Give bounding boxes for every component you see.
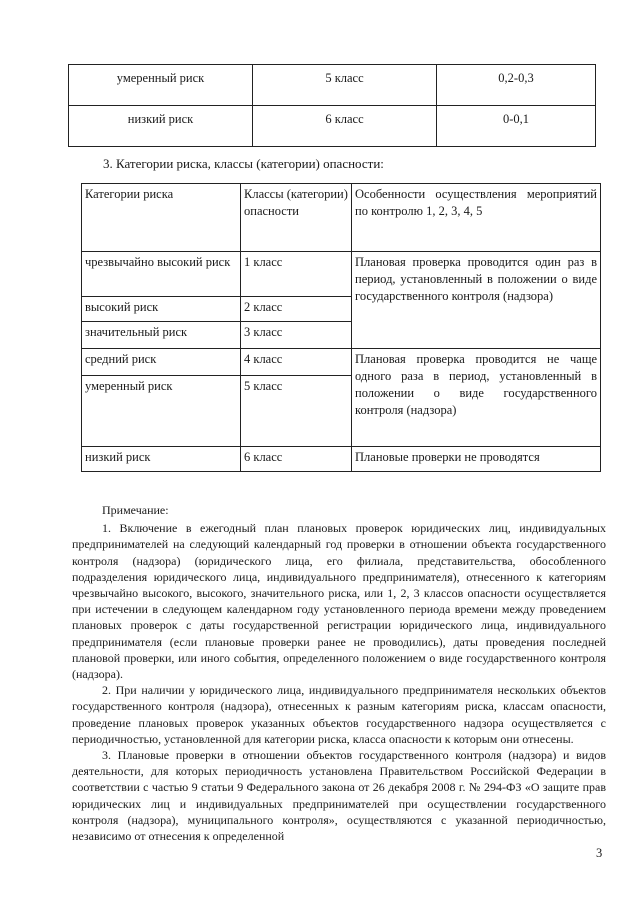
- category-cell: низкий риск: [82, 447, 241, 472]
- class-cell: 2 класс: [241, 297, 352, 322]
- header-features: Особенности осуществления мероприятий по контролю 1, 2, 3, 4, 5: [352, 184, 601, 252]
- section-heading: 3. Категории риска, классы (категории) опасности:: [103, 156, 384, 171]
- table-row: [82, 252, 601, 297]
- risk-categories-table: [81, 183, 601, 472]
- note-paragraph: 1. Включение в ежегодный план плановых проверок юридических лиц, индивидуальных предпринимателей на следующий календарный год проверки в отношении объекта государственного контроля (надзора) (юридического лица, его филиала, представительства, обособленного подразделения юридического лица, индивидуального предпринимателя), отнесенного к категориям чрезвычайно высокого, высокого, значительного риска, или 1, 2, 3 классов опасности осуществляется при истечении в следующем календарном году установленного периода времени между проведением плановых проверок с даты государственной регистрации юридического лица, индивидуального предпринимателя (если плановые проверки ранее не проводились), даты проведения последней плановой проверки, или иного события, определенного положением о виде государственного контроля (надзора).: [72, 521, 606, 682]
- class-cell: 6 класс: [241, 447, 352, 472]
- note-paragraph: 3. Плановые проверки в отношении объектов государственного контроля (надзора) и видов деятельности, для которых периодичность установлена Правительством Российской Федерации в соответствии с частью 9 статьи 9 Федерального закона от 26 декабря 2008 г. № 294-ФЗ «О защите прав юридических лиц и индивидуальных предпринимателей при осуществлении государственного контроля (надзора), муниципального контроля», осуществляются с указанной периодичностью, независимо от отнесения к определенной: [72, 748, 606, 844]
- table-row: [69, 65, 596, 106]
- class-cell: 1 класс: [241, 252, 352, 297]
- category-cell: чрезвычайно высокий риск: [82, 252, 241, 297]
- risk-value-cell: 0,2-0,3: [437, 65, 596, 106]
- table-row: [69, 106, 596, 147]
- risk-category-cell: низкий риск: [69, 106, 253, 147]
- category-cell: средний риск: [82, 349, 241, 376]
- category-cell: высокий риск: [82, 297, 241, 322]
- table-row: [82, 349, 601, 376]
- risk-value-cell: 0-0,1: [437, 106, 596, 147]
- risk-value-table-fragment: [68, 64, 596, 147]
- notes-title: Примечание:: [102, 503, 169, 517]
- class-cell: 3 класс: [241, 322, 352, 349]
- table-row: [82, 447, 601, 472]
- table-header-row: [82, 184, 601, 252]
- risk-category-cell: умеренный риск: [69, 65, 253, 106]
- class-cell: 4 класс: [241, 349, 352, 376]
- features-cell: Плановая проверка проводится не чаще одного раза в период, установленный в положении о виде государственного контроля (надзора): [352, 349, 601, 447]
- notes-section: [72, 502, 606, 844]
- risk-class-cell: 6 класс: [253, 106, 437, 147]
- class-cell: 5 класс: [241, 376, 352, 447]
- risk-class-cell: 5 класс: [253, 65, 437, 106]
- features-cell: Плановые проверки не проводятся: [352, 447, 601, 472]
- features-cell: Плановая проверка проводится один раз в период, установленный в положении о виде государственного контроля (надзора): [352, 252, 601, 349]
- category-cell: умеренный риск: [82, 376, 241, 447]
- note-paragraph: 2. При наличии у юридического лица, индивидуального предпринимателя нескольких объектов государственного контроля (надзора), отнесенных к разным категориям риска, классам опасности, проведение плановых проверок указанных объектов государственного надзора осуществляется с периодичностью, установленной для категории риска, класса опасности к которым они отнесены.: [72, 683, 606, 746]
- header-category: Категории риска: [82, 184, 241, 252]
- header-class: Классы (категории) опасности: [241, 184, 352, 252]
- page-number: 3: [596, 846, 603, 860]
- category-cell: значительный риск: [82, 322, 241, 349]
